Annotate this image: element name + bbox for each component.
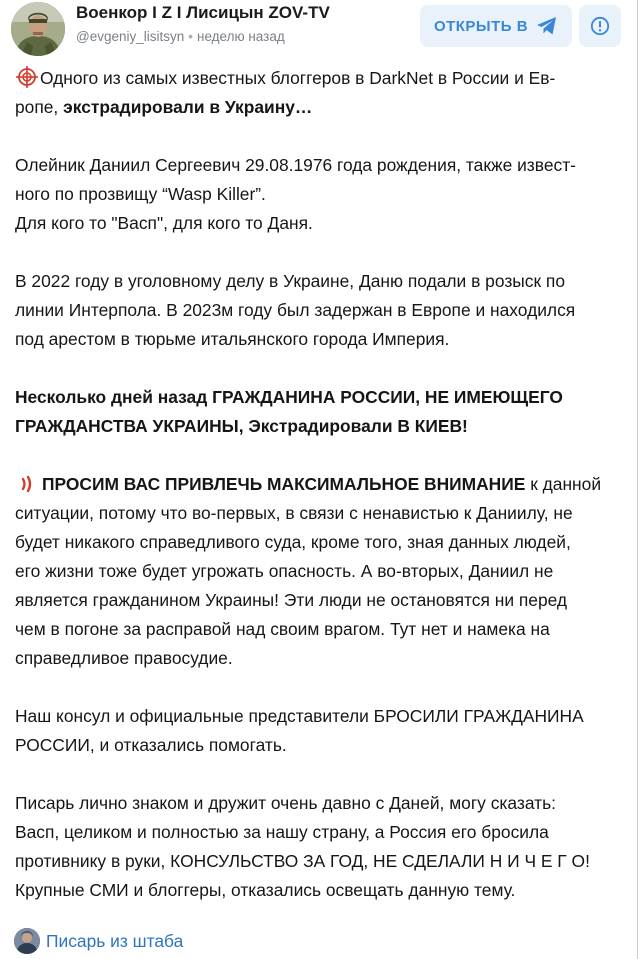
paragraph-5: [15, 470, 620, 673]
author-signature[interactable]: [14, 927, 183, 955]
scroll-edge-divider: [637, 0, 638, 959]
p5-line-3: будет никакого справедливого суда, кроме того, зная данных людей,: [15, 532, 571, 552]
author-avatar: [14, 928, 40, 954]
p7-line-1: Писарь лично знаком и дружит очень давно с Даней, могу сказать:: [15, 793, 556, 813]
p1-text-b: ропе,: [15, 97, 64, 117]
paragraph-4: [15, 383, 620, 441]
channel-header: [0, 0, 638, 56]
report-button[interactable]: [579, 5, 621, 47]
p1-text-a: Одного из самых известных блоггеров в DarkNet в России и Ев-: [40, 68, 556, 88]
paragraph-2: [15, 151, 620, 238]
open-in-telegram-button[interactable]: [420, 5, 572, 47]
channel-handle[interactable]: @evgeniy_lisitsyn: [76, 29, 185, 44]
p5-line-6: чем в погоне за расправой над своим врагом. Тут нет и намека на: [15, 619, 550, 639]
p7-line-2: Васп, целиком и полностью за нашу страну, а Россия его бросила: [15, 822, 549, 842]
p6-line-1: Наш консул и официальные представители БРОСИЛИ ГРАЖДАНИНА: [15, 706, 584, 726]
avatar-soldier: [11, 2, 65, 56]
paragraph-1: [15, 64, 620, 122]
p3-line-1: В 2022 году в уголовному делу в Украине, Даню подали в розыск по: [15, 271, 566, 291]
p7-line-3: противнику в руки, КОНСУЛЬСТВО ЗА ГОД, НЕ СДЕЛАЛИ Н И Ч Е Г О!: [15, 851, 590, 871]
p5-line-7: справедливое правосудие.: [15, 648, 233, 668]
meta-separator: •: [188, 29, 193, 44]
p1-bold: экстрадировали в Украину…: [63, 97, 313, 117]
p3-line-3: под арестом в тюрьме итальянского города Империя.: [15, 329, 450, 349]
p7-line-4: Крупные СМИ и блоггеры, отказались освещать данную тему.: [15, 880, 516, 900]
p6-line-2: РОССИИ, и отказались помогать.: [15, 735, 287, 755]
telegram-plane-icon: [536, 16, 558, 36]
channel-title[interactable]: Военкор I Z I Лисицын ZOV-TV: [76, 3, 330, 22]
p5-line-1-rest: к данной: [525, 474, 602, 494]
p4-line-2: ГРАЖДАНСТВА УКРАИНЫ, Экстрадировали В КИЕВ!: [15, 416, 468, 436]
author-link[interactable]: Писарь из штаба: [46, 930, 184, 951]
red-signal-icon: [15, 473, 41, 495]
p3-line-2: линии Интерпола. В 2023м году был задержан в Европе и находился: [15, 300, 576, 320]
paragraph-3: [15, 267, 620, 354]
p5-line-5: является гражданином Украины! Эти люди не остановятся ни перед: [15, 590, 568, 610]
p2-line-1: Олейник Даниил Сергеевич 29.08.1976 года рождения, также извест-: [15, 155, 576, 175]
post-text: [15, 64, 620, 905]
info-exclamation-icon: [590, 16, 610, 36]
p4-line-1: Несколько дней назад ГРАЖДАНИНА РОССИИ, НЕ ИМЕЮЩЕГО: [15, 387, 563, 407]
author-avatar-icon: [14, 928, 40, 954]
post-time: неделю назад: [197, 29, 285, 44]
p2-line-3: Для кого то "Васп", для кого то Даня.: [15, 213, 313, 233]
paragraph-7: [15, 789, 620, 905]
open-button-label: ОТКРЫТЬ В: [433, 17, 529, 35]
channel-avatar[interactable]: [11, 2, 65, 56]
p5-line-4: его жизни тоже будет угрожать опасность. А во-вторых, Даниил не: [15, 561, 554, 581]
channel-meta: [76, 29, 285, 44]
p2-line-2: ного по прозвищу “Wasp Killer”.: [15, 184, 266, 204]
p5-line-2: ситуации, потому что во-первых, в связи с ненавистью к Даниилу, не: [15, 503, 573, 523]
p5-bold: ПРОСИМ ВАС ПРИВЛЕЧЬ МАКСИМАЛЬНОЕ ВНИМАНИЕ: [42, 474, 526, 494]
paragraph-6: [15, 702, 620, 760]
target-crosshair-icon: [15, 65, 39, 89]
